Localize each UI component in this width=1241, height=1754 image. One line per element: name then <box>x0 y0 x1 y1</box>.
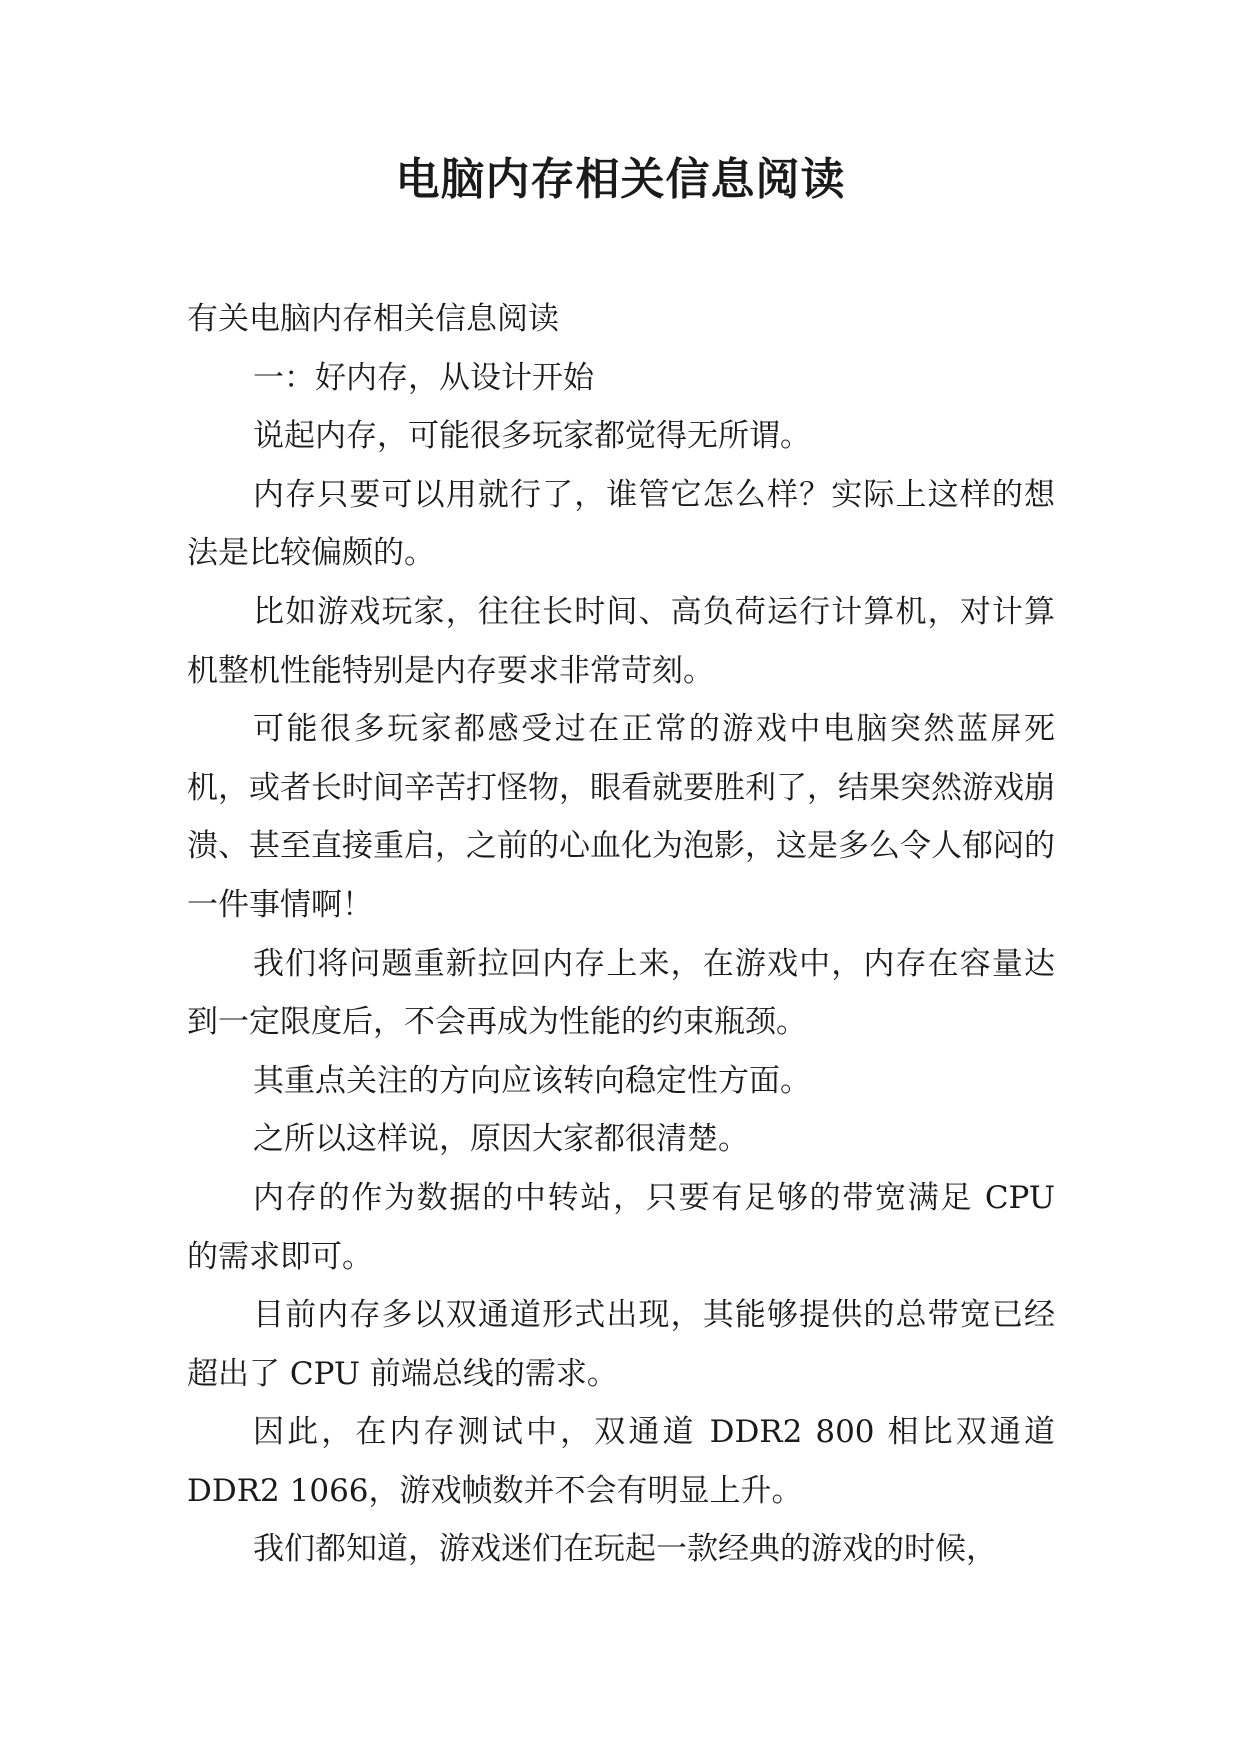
document-body <box>187 290 1055 1579</box>
paragraph: 我们将问题重新拉回内存上来，在游戏中，内存在容量达到一定限度后，不会再成为性能的约束瓶颈。 <box>187 945 1055 1041</box>
document-title: 电脑内存相关信息阅读 <box>395 154 846 205</box>
paragraph: 因此，在内存测试中，双通道 DDR2 800 相比双通道 DDR2 1066，游戏帧数并不会有明显上升。 <box>187 1414 1055 1509</box>
paragraph: 有关电脑内存相关信息阅读 <box>187 301 559 337</box>
paragraph: 说起内存，可能很多玩家都觉得无所谓。 <box>253 418 811 455</box>
paragraph: 之所以这样说，原因大家都很清楚。 <box>253 1121 749 1158</box>
paragraph: 内存只要可以用就行了，谁管它怎么样？实际上这样的想法是比较偏颇的。 <box>187 476 1055 572</box>
paragraph: 目前内存多以双通道形式出现，其能够提供的总带宽已经超出了 CPU 前端总线的需求。 <box>187 1297 1055 1392</box>
paragraph: 比如游戏玩家，往往长时间、高负荷运行计算机，对计算机整机性能特别是内存要求非常苛刻。 <box>187 593 1055 689</box>
paragraph: 其重点关注的方向应该转向稳定性方面。 <box>253 1062 811 1099</box>
paragraph: 内存的作为数据的中转站，只要有足够的带宽满足 CPU 的需求即可。 <box>187 1179 1055 1275</box>
section-heading: 一：好内存，从设计开始 <box>253 359 594 396</box>
paragraph: 可能很多玩家都感受过在正常的游戏中电脑突然蓝屏死机，或者长时间辛苦打怪物，眼看就要胜利了，结果突然游戏崩溃、甚至直接重启，之前的心血化为泡影，这是多么令人郁闷的一件事情啊！ <box>187 711 1055 923</box>
paragraph: 我们都知道，游戏迷们在玩起一款经典的游戏的时候， <box>253 1531 997 1568</box>
